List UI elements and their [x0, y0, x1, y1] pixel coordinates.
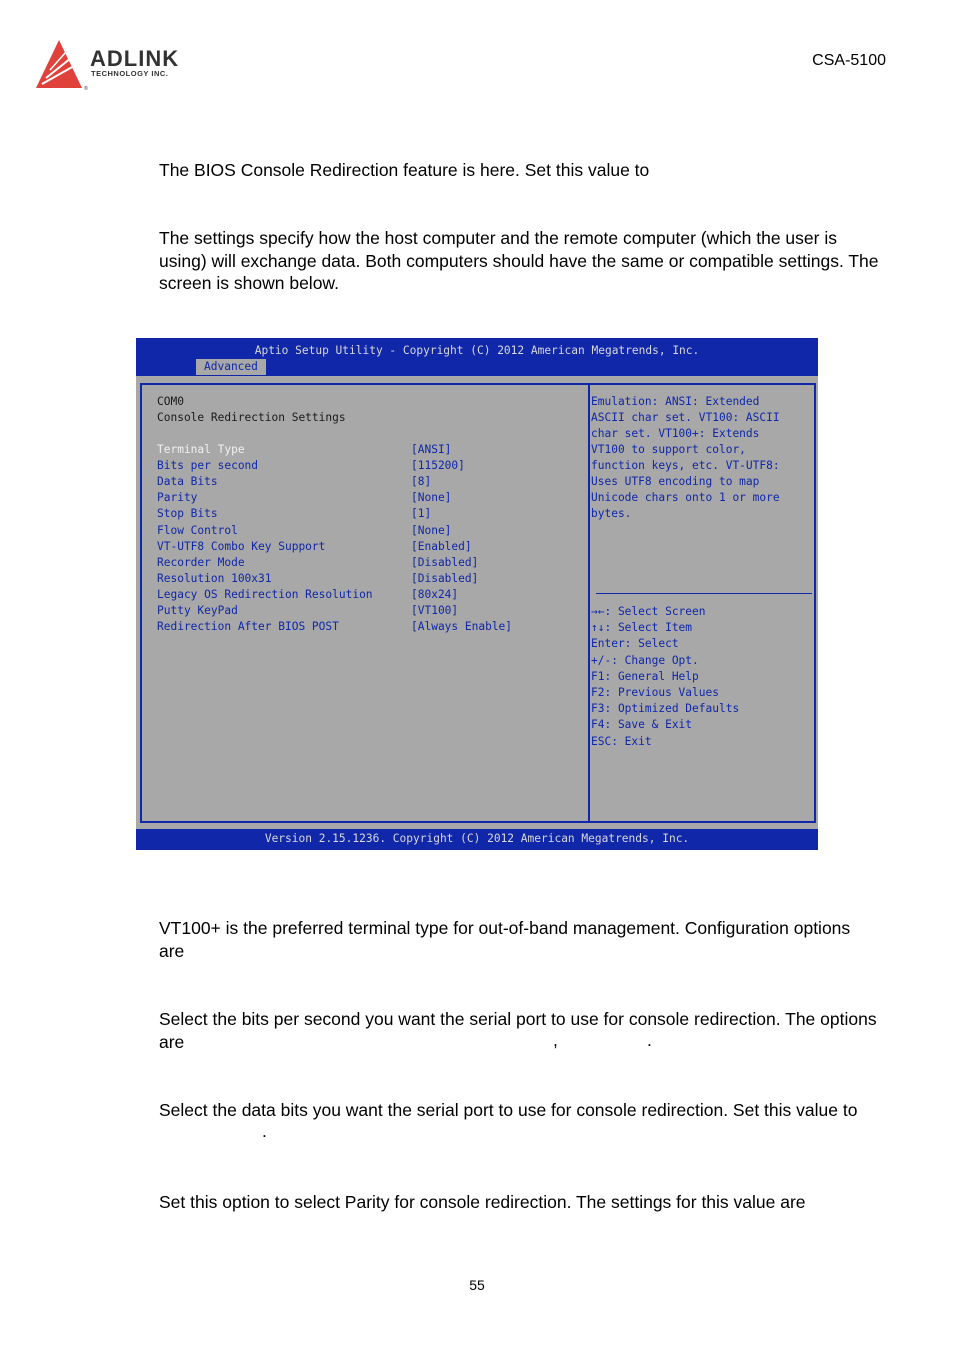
- help-line: function keys, etc. VT-UTF8:: [591, 459, 780, 472]
- bios-section-subtitle: Console Redirection Settings: [157, 411, 346, 424]
- help-line: bytes.: [591, 507, 632, 520]
- key-hint: F3: Optimized Defaults: [591, 702, 740, 715]
- punctuation-comma: ,: [553, 1030, 558, 1050]
- bios-section-title: COM0: [157, 395, 184, 408]
- setting-label-vt-utf8-combo[interactable]: VT-UTF8 Combo Key Support: [157, 540, 326, 553]
- setting-value-legacy-os-resolution[interactable]: [80x24]: [411, 588, 459, 601]
- bios-title: Aptio Setup Utility - Copyright (C) 2012 American Megatrends, Inc.: [254, 344, 700, 357]
- setting-value-recorder-mode[interactable]: [Disabled]: [411, 556, 479, 569]
- setting-value-putty-keypad[interactable]: [VT100]: [411, 604, 459, 617]
- setting-value-parity[interactable]: [None]: [411, 491, 452, 504]
- paragraph-console-redirection: The BIOS Console Redirection feature is here. Set this value to: [159, 160, 650, 180]
- key-hint: F1: General Help: [591, 670, 699, 683]
- key-hint: F2: Previous Values: [591, 686, 719, 699]
- paragraph-settings-intro: The settings specify how the host computer and the remote computer (which the user is using) will exchange data. Both computers should have the same or compatible settings. The screen is shown below.: [159, 228, 879, 293]
- help-divider: [596, 593, 812, 594]
- document-id: CSA-5100: [812, 52, 886, 69]
- setting-label-data-bits[interactable]: Data Bits: [157, 475, 218, 488]
- help-line: Unicode chars onto 1 or more: [591, 491, 780, 504]
- setting-label-bits-per-second[interactable]: Bits per second: [157, 459, 259, 472]
- bios-footer: Version 2.15.1236. Copyright (C) 2012 American Megatrends, Inc.: [136, 829, 818, 850]
- setting-value-stop-bits[interactable]: [1]: [411, 507, 432, 520]
- setting-value-terminal-type[interactable]: [ANSI]: [411, 443, 452, 456]
- paragraph-bits-per-second: Select the bits per second you want the serial port to use for console redirection. The options are: [159, 1009, 877, 1052]
- punctuation-period: .: [262, 1121, 267, 1141]
- paragraph-terminal-type: VT100+ is the preferred terminal type for out-of-band management. Configuration options are: [159, 918, 851, 961]
- bios-title-bar: [136, 338, 818, 376]
- adlink-logo: [34, 38, 204, 92]
- key-hint: ↑↓: Select Item: [591, 621, 693, 634]
- bios-screenshot: [136, 338, 818, 850]
- setting-label-terminal-type[interactable]: Terminal Type: [157, 443, 245, 456]
- svg-text:®: ®: [84, 86, 88, 92]
- setting-label-parity[interactable]: Parity: [157, 491, 198, 504]
- paragraph-data-bits: Select the data bits you want the serial port to use for console redirection. Set this value to: [159, 1100, 858, 1120]
- help-line: VT100 to support color,: [591, 443, 746, 456]
- page-number: 55: [469, 1277, 485, 1293]
- setting-label-stop-bits[interactable]: Stop Bits: [157, 507, 218, 520]
- setting-label-resolution[interactable]: Resolution 100x31: [157, 572, 272, 585]
- setting-value-bits-per-second[interactable]: [115200]: [411, 459, 465, 472]
- bios-help-panel: [588, 383, 816, 823]
- key-hint: Enter: Select: [591, 637, 679, 650]
- setting-label-flow-control[interactable]: Flow Control: [157, 524, 238, 537]
- help-line: Uses UTF8 encoding to map: [591, 475, 760, 488]
- brand-name: ADLINK: [90, 46, 180, 71]
- setting-label-legacy-os-resolution[interactable]: Legacy OS Redirection Resolution: [157, 588, 373, 601]
- punctuation-period: .: [647, 1030, 652, 1050]
- setting-value-data-bits[interactable]: [8]: [411, 475, 432, 488]
- help-line: char set. VT100+: Extends: [591, 427, 760, 440]
- key-hint: +/-: Change Opt.: [591, 654, 699, 667]
- paragraph-parity: Set this option to select Parity for console redirection. The settings for this value are: [159, 1192, 806, 1212]
- setting-value-redirection-after-post[interactable]: [Always Enable]: [411, 620, 513, 633]
- setting-value-flow-control[interactable]: [None]: [411, 524, 452, 537]
- bios-settings-panel: [140, 383, 590, 823]
- setting-label-recorder-mode[interactable]: Recorder Mode: [157, 556, 245, 569]
- brand-subtitle: TECHNOLOGY INC.: [91, 69, 169, 78]
- setting-label-putty-keypad[interactable]: Putty KeyPad: [157, 604, 238, 617]
- key-hint: ESC: Exit: [591, 735, 652, 748]
- setting-value-resolution[interactable]: [Disabled]: [411, 572, 479, 585]
- setting-label-redirection-after-post[interactable]: Redirection After BIOS POST: [157, 620, 339, 633]
- key-hint: F4: Save & Exit: [591, 718, 693, 731]
- help-line: ASCII char set. VT100: ASCII: [591, 411, 780, 424]
- help-line: Emulation: ANSI: Extended: [591, 395, 760, 408]
- tab-advanced[interactable]: Advanced: [196, 359, 266, 375]
- key-hint: →←: Select Screen: [591, 605, 706, 618]
- setting-value-vt-utf8-combo[interactable]: [Enabled]: [411, 540, 472, 553]
